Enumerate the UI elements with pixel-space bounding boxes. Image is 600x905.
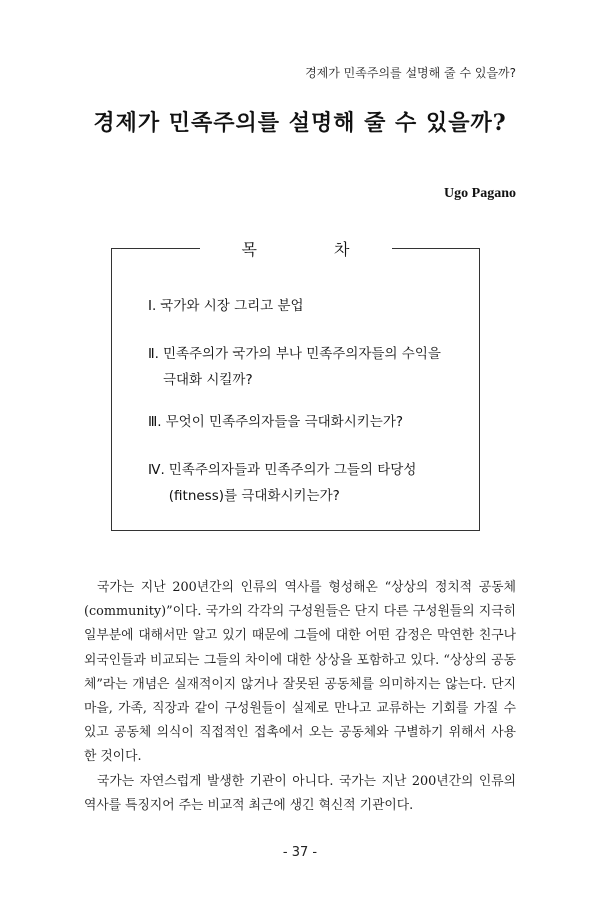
toc-list bbox=[148, 293, 449, 535]
toc-item-number: Ⅱ. bbox=[148, 346, 159, 362]
toc-item-number: Ⅰ. bbox=[148, 298, 157, 314]
toc-item-text: 무엇이 민족주의자들을 극대화시키는가? bbox=[165, 414, 404, 430]
toc-item-number: Ⅳ. bbox=[148, 462, 165, 478]
running-header: 경제가 민족주의를 설명해 줄 수 있을까? bbox=[305, 66, 516, 80]
toc-item-2 bbox=[148, 341, 449, 393]
toc-item-text: 민족주의자들과 민족주의가 그들의 타당성 (fitness)를 극대화시키는가? bbox=[168, 462, 417, 504]
page-number: - 37 - bbox=[282, 845, 318, 860]
body-paragraph: 국가는 자연스럽게 발생한 기관이 아니다. 국가는 지난 200년간의 인류의 역사를 특징지어 주는 비교적 최근에 생긴 혁신적 기관이다. bbox=[84, 773, 516, 813]
toc-item-4 bbox=[148, 457, 449, 509]
toc-item-3 bbox=[148, 409, 449, 435]
author-name: Ugo Pagano bbox=[444, 186, 516, 201]
body-text bbox=[84, 576, 516, 818]
body-paragraph: 국가는 지난 200년간의 인류의 역사를 형성해온 “상상의 정치적 공동체(community)”이다. 국가의 각각의 구성원들은 단지 다른 구성원들의 지극히 일부분에 대해서만 알고 있기 때문에 그들에 대한 어떤 감정은 막연한 친구나 외국인들과 비교되는 그들의 차이에 대한 상상을 포함하고 있다. “상상의 공동체”라는 개념은 실재적이지 않거나 잘못된 공동체를 의미하지는 않는다. 단지 마을, 가족, 직장과 같이 구성원들이 실제로 만나고 교류하는 기회를 가질 수 있고 공동체 의식이 직접적인 접촉에서 오는 공동체와 구별하기 위해서 사용한 것이다. bbox=[84, 580, 516, 765]
toc-item-text: 국가와 시장 그리고 분업 bbox=[160, 298, 304, 314]
table-of-contents bbox=[111, 240, 480, 531]
toc-item-number: Ⅲ. bbox=[148, 414, 162, 430]
toc-item-1 bbox=[148, 293, 449, 319]
toc-item-text: 민족주의가 국가의 부나 민족주의자들의 수익을 극대화 시킬까? bbox=[162, 346, 441, 388]
article-title: 경제가 민족주의를 설명해 줄 수 있을까? bbox=[93, 110, 507, 136]
toc-title: 목 차 bbox=[200, 237, 392, 260]
